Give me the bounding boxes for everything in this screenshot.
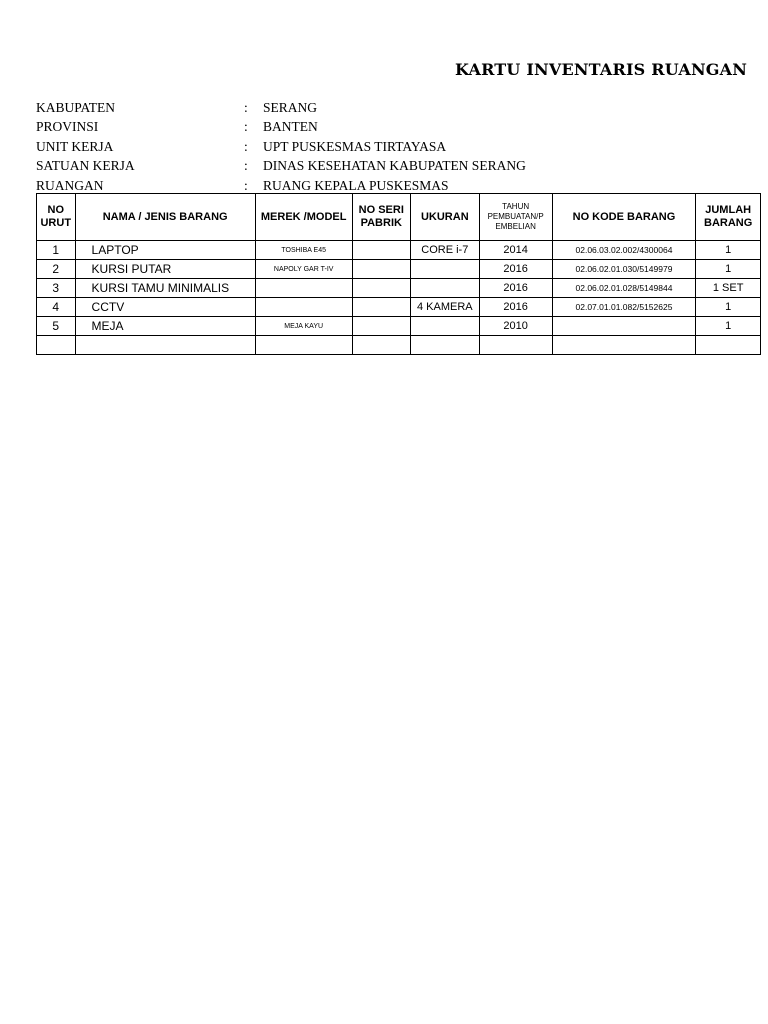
cell-serial xyxy=(352,279,410,298)
meta-value: BANTEN xyxy=(263,119,318,135)
cell-model: TOSHIBA E45 xyxy=(255,241,352,260)
meta-label: PROVINSI xyxy=(36,119,99,135)
cell-qty xyxy=(696,336,761,355)
meta-label: KABUPATEN xyxy=(36,100,116,115)
meta-colon: : xyxy=(244,158,248,174)
cell-size: 4 KAMERA xyxy=(410,298,479,317)
table-row xyxy=(37,279,761,298)
meta-label: RUANGAN xyxy=(36,177,104,193)
cell-name xyxy=(75,336,255,355)
cell-serial xyxy=(352,317,410,336)
cell-no: 5 xyxy=(37,317,76,336)
document-title: KARTU INVENTARIS RUANGAN xyxy=(455,60,748,79)
cell-code: 02.06.02.01.028/5149844 xyxy=(552,279,696,298)
cell-name: KURSI PUTAR xyxy=(75,260,255,279)
cell-size xyxy=(410,336,479,355)
meta-colon: : xyxy=(244,177,248,193)
cell-model xyxy=(255,279,352,298)
meta-value: DINAS KESEHATAN KABUPATEN SERANG xyxy=(263,158,526,174)
cell-no: 1 xyxy=(37,241,76,260)
inventory-table xyxy=(36,193,761,355)
cell-no xyxy=(37,336,76,355)
header-jumlah: JUMLAH BARANG xyxy=(696,194,761,241)
cell-size xyxy=(410,317,479,336)
table-row xyxy=(37,298,761,317)
cell-name: LAPTOP xyxy=(75,241,255,260)
cell-serial xyxy=(352,260,410,279)
table-row xyxy=(37,260,761,279)
cell-year xyxy=(479,336,552,355)
cell-year: 2016 xyxy=(479,260,552,279)
cell-year: 2014 xyxy=(479,241,552,260)
table-row xyxy=(37,317,761,336)
table-row xyxy=(37,241,761,260)
header-no-seri: NO SERI PABRIK xyxy=(352,194,410,241)
cell-no: 3 xyxy=(37,279,76,298)
cell-qty: 1 SET xyxy=(696,279,761,298)
cell-size: CORE i-7 xyxy=(410,241,479,260)
header-no-urut: NO URUT xyxy=(37,194,76,241)
cell-serial xyxy=(352,336,410,355)
header-merek-model: MEREK /MODEL xyxy=(255,194,352,241)
cell-code xyxy=(552,336,696,355)
cell-model: MEJA KAYU xyxy=(255,317,352,336)
header-tahun: TAHUN PEMBUATAN/P EMBELIAN xyxy=(479,194,552,241)
cell-year: 2016 xyxy=(479,279,552,298)
cell-code xyxy=(552,317,696,336)
cell-model: NAPOLY GAR T-IV xyxy=(255,260,352,279)
cell-serial xyxy=(352,298,410,317)
cell-code: 02.07.01.01.082/5152625 xyxy=(552,298,696,317)
table-row-empty xyxy=(37,336,761,355)
cell-code: 02.06.03.02.002/4300064 xyxy=(552,241,696,260)
cell-qty: 1 xyxy=(696,260,761,279)
cell-serial xyxy=(352,241,410,260)
header-kode-barang: NO KODE BARANG xyxy=(552,194,696,241)
cell-no: 4 xyxy=(37,298,76,317)
header-ukuran: UKURAN xyxy=(410,194,479,241)
header-nama-barang: NAMA / JENIS BARANG xyxy=(75,194,255,241)
meta-value: UPT PUSKESMAS TIRTAYASA xyxy=(263,138,447,154)
meta-value: SERANG xyxy=(263,100,318,115)
meta-colon: : xyxy=(244,119,248,135)
cell-name: MEJA xyxy=(75,317,255,336)
cell-name: KURSI TAMU MINIMALIS xyxy=(75,279,255,298)
meta-label: UNIT KERJA xyxy=(36,138,114,154)
cell-qty: 1 xyxy=(696,317,761,336)
cell-no: 2 xyxy=(37,260,76,279)
table-header-row xyxy=(37,194,761,241)
cell-model xyxy=(255,336,352,355)
cell-name: CCTV xyxy=(75,298,255,317)
cell-year: 2016 xyxy=(479,298,552,317)
cell-code: 02.06.02.01.030/5149979 xyxy=(552,260,696,279)
cell-model xyxy=(255,298,352,317)
meta-label: SATUAN KERJA xyxy=(36,158,135,174)
meta-colon: : xyxy=(244,138,248,154)
meta-value: RUANG KEPALA PUSKESMAS xyxy=(263,177,449,193)
cell-year: 2010 xyxy=(479,317,552,336)
meta-colon: : xyxy=(244,100,248,115)
cell-size xyxy=(410,279,479,298)
cell-size xyxy=(410,260,479,279)
cell-qty: 1 xyxy=(696,298,761,317)
cell-qty: 1 xyxy=(696,241,761,260)
